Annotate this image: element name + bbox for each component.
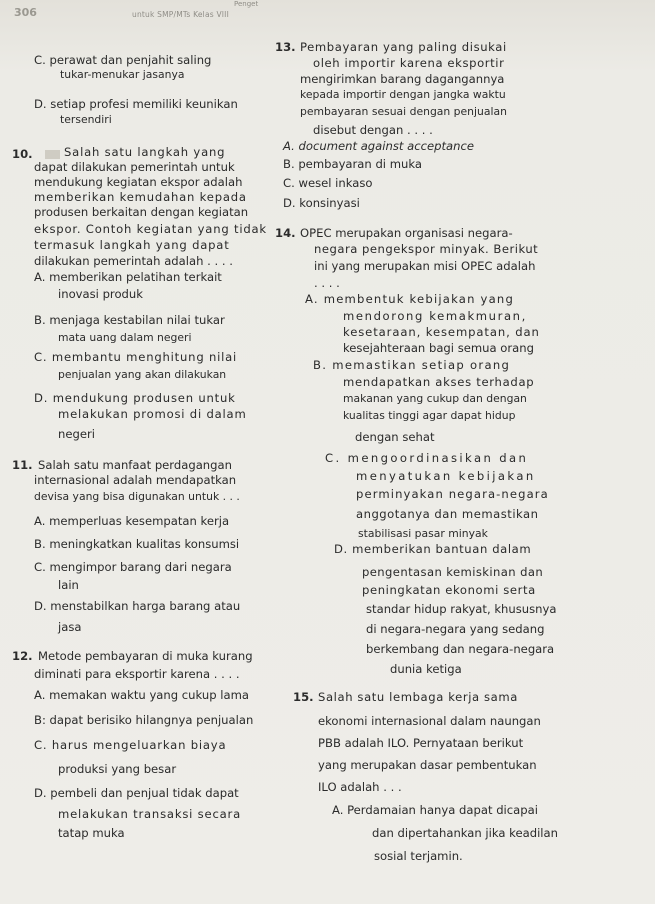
q14-option-c: C. mengoordinasikan dan <box>325 451 529 465</box>
q12-option-c: C. harus mengeluarkan biaya <box>34 738 227 752</box>
q12-option-a: A. memakan waktu yang cukup lama <box>34 688 250 702</box>
q14-option-d-cont: pengentasan kemiskinan dan <box>362 565 544 579</box>
q15-question-cont: yang merupakan dasar pembentukan <box>318 758 537 772</box>
q10-question-cont: dilakukan pemerintah adalah . . . . <box>34 254 233 268</box>
q9-option-d: D. setiap profesi memiliki keunikan <box>34 97 238 111</box>
q12-option-b: B: dapat berisiko hilangnya penjualan <box>34 713 254 727</box>
q14-option-a-cont: kesetaraan, kesempatan, dan <box>343 325 540 339</box>
q14-option-d: D. memberikan bantuan dalam <box>334 542 532 556</box>
q10-question-cont: termasuk langkah yang dapat <box>34 238 230 252</box>
q11-option-c-cont: lain <box>58 578 79 592</box>
q14-question-cont: negara pengekspor minyak. Berikut <box>314 242 539 256</box>
q10-option-d: D. mendukung produsen untuk <box>34 391 236 405</box>
q9-option-c: C. perawat dan penjahit saling <box>34 53 212 67</box>
q13-number: 13. <box>275 40 296 54</box>
q15-option-a: A. Perdamaian hanya dapat dicapai <box>332 803 538 817</box>
q13-question-cont: disebut dengan . . . . <box>313 123 433 137</box>
q12-option-d: D. pembeli dan penjual tidak dapat <box>34 786 239 800</box>
q10-question-cont: mendukung kegiatan ekspor adalah <box>34 175 243 189</box>
q13-question-cont: kepada importir dengan jangka waktu <box>300 88 506 101</box>
q10-option-d-cont: negeri <box>58 427 95 441</box>
q14-question-cont: ini yang merupakan misi OPEC adalah <box>314 259 536 273</box>
q11-option-d-cont: jasa <box>58 620 82 634</box>
q15-number: 15. <box>293 690 314 704</box>
q14-question: OPEC merupakan organisasi negara- <box>300 226 513 240</box>
q14-option-d-cont: dunia ketiga <box>390 662 462 676</box>
q14-option-a-cont: mendorong kemakmuran, <box>343 309 527 323</box>
q10-question-cont: dapat dilakukan pemerintah untuk <box>34 160 235 174</box>
q10-question-cont: ekspor. Contoh kegiatan yang tidak <box>34 222 267 236</box>
q14-option-b-cont: mendapatkan akses terhadap <box>343 375 535 389</box>
q12-question: Metode pembayaran di muka kurang <box>38 649 253 663</box>
q10-option-a: A. memberikan pelatihan terkait <box>34 270 222 284</box>
q15-question: Salah satu lembaga kerja sama <box>318 690 518 704</box>
q14-option-c-cont: perminyakan negara-negara <box>356 487 549 501</box>
q11-option-a: A. memperluas kesempatan kerja <box>34 514 230 528</box>
q14-option-c-cont: stabilisasi pasar minyak <box>358 527 488 540</box>
q10-option-b-cont: mata uang dalam negeri <box>58 331 192 344</box>
q14-option-a-cont: kesejahteraan bagi semua orang <box>343 341 534 355</box>
q14-option-b-cont: dengan sehat <box>355 430 435 444</box>
q10-option-c: C. membantu menghitung nilai <box>34 350 238 364</box>
q11-option-d: D. menstabilkan harga barang atau <box>34 599 241 613</box>
q13-question: Pembayaran yang paling disukai <box>300 40 507 54</box>
q13-option-c: C. wesel inkaso <box>283 176 373 190</box>
q12-option-d-cont: tatap muka <box>58 826 125 840</box>
q11-option-c: C. mengimpor barang dari negara <box>34 560 232 574</box>
q14-question-cont: . . . . <box>314 276 340 290</box>
q13-option-d: D. konsinyasi <box>283 196 360 210</box>
q14-option-b-cont: kualitas tinggi agar dapat hidup <box>343 409 516 422</box>
q10-option-d-cont: melakukan promosi di dalam <box>58 407 247 421</box>
q13-question-cont: mengirimkan barang dagangannya <box>300 72 505 86</box>
q9-option-d-cont: tersendiri <box>60 113 112 126</box>
q9-option-c-cont: tukar-menukar jasanya <box>60 68 185 81</box>
q10-question-cont: memberikan kemudahan kepada <box>34 190 247 204</box>
q14-number: 14. <box>275 226 296 240</box>
book-subject: untuk SMP/MTs Kelas VIII <box>132 10 230 19</box>
highlight-mark <box>45 150 60 159</box>
q10-number: 10. <box>12 147 33 161</box>
header-corner-text: Penget <box>234 0 259 8</box>
q11-option-b: B. meningkatkan kualitas konsumsi <box>34 537 240 551</box>
q14-option-c-cont: anggotanya dan memastikan <box>356 507 539 521</box>
page-number: 306 <box>14 6 37 19</box>
q15-option-a-cont: sosial terjamin. <box>374 849 463 863</box>
q15-question-cont: ILO adalah . . . <box>318 780 402 794</box>
q14-option-c-cont: menyatukan kebijakan <box>356 469 536 483</box>
q12-option-c-cont: produksi yang besar <box>58 762 177 776</box>
q10-option-a-cont: inovasi produk <box>58 287 143 301</box>
q14-option-d-cont: berkembang dan negara-negara <box>366 642 555 656</box>
q15-option-a-cont: dan dipertahankan jika keadilan <box>372 826 558 840</box>
q12-option-d-cont: melakukan transaksi secara <box>58 807 241 821</box>
q14-option-b: B. memastikan setiap orang <box>313 358 511 372</box>
q14-option-a: A. membentuk kebijakan yang <box>305 292 515 306</box>
q10-option-c-cont: penjualan yang akan dilakukan <box>58 368 227 381</box>
q11-question-cont: devisa yang bisa digunakan untuk . . . <box>34 490 240 503</box>
q14-option-d-cont: standar hidup rakyat, khususnya <box>366 602 557 616</box>
q14-option-d-cont: peningkatan ekonomi serta <box>362 583 536 597</box>
q13-question-cont: pembayaran sesuai dengan penjualan <box>300 105 507 118</box>
q10-question: Salah satu langkah yang <box>64 145 226 159</box>
q12-number: 12. <box>12 649 33 663</box>
q14-option-b-cont: makanan yang cukup dan dengan <box>343 392 527 405</box>
q11-question-cont: internasional adalah mendapatkan <box>34 473 237 487</box>
q13-option-b: B. pembayaran di muka <box>283 157 422 171</box>
q11-question: Salah satu manfaat perdagangan <box>38 458 232 472</box>
q10-option-b: B. menjaga kestabilan nilai tukar <box>34 313 225 327</box>
q13-question-cont: oleh importir karena eksportir <box>313 56 505 70</box>
q10-question-cont: produsen berkaitan dengan kegiatan <box>34 205 249 219</box>
page-header <box>0 0 655 26</box>
q13-option-a: A. document against acceptance <box>283 139 474 153</box>
q12-question-cont: diminati para eksportir karena . . . . <box>34 667 240 681</box>
q14-option-d-cont: di negara-negara yang sedang <box>366 622 545 636</box>
q15-question-cont: ekonomi internasional dalam naungan <box>318 714 541 728</box>
q15-question-cont: PBB adalah ILO. Pernyataan berikut <box>318 736 524 750</box>
q11-number: 11. <box>12 458 33 472</box>
